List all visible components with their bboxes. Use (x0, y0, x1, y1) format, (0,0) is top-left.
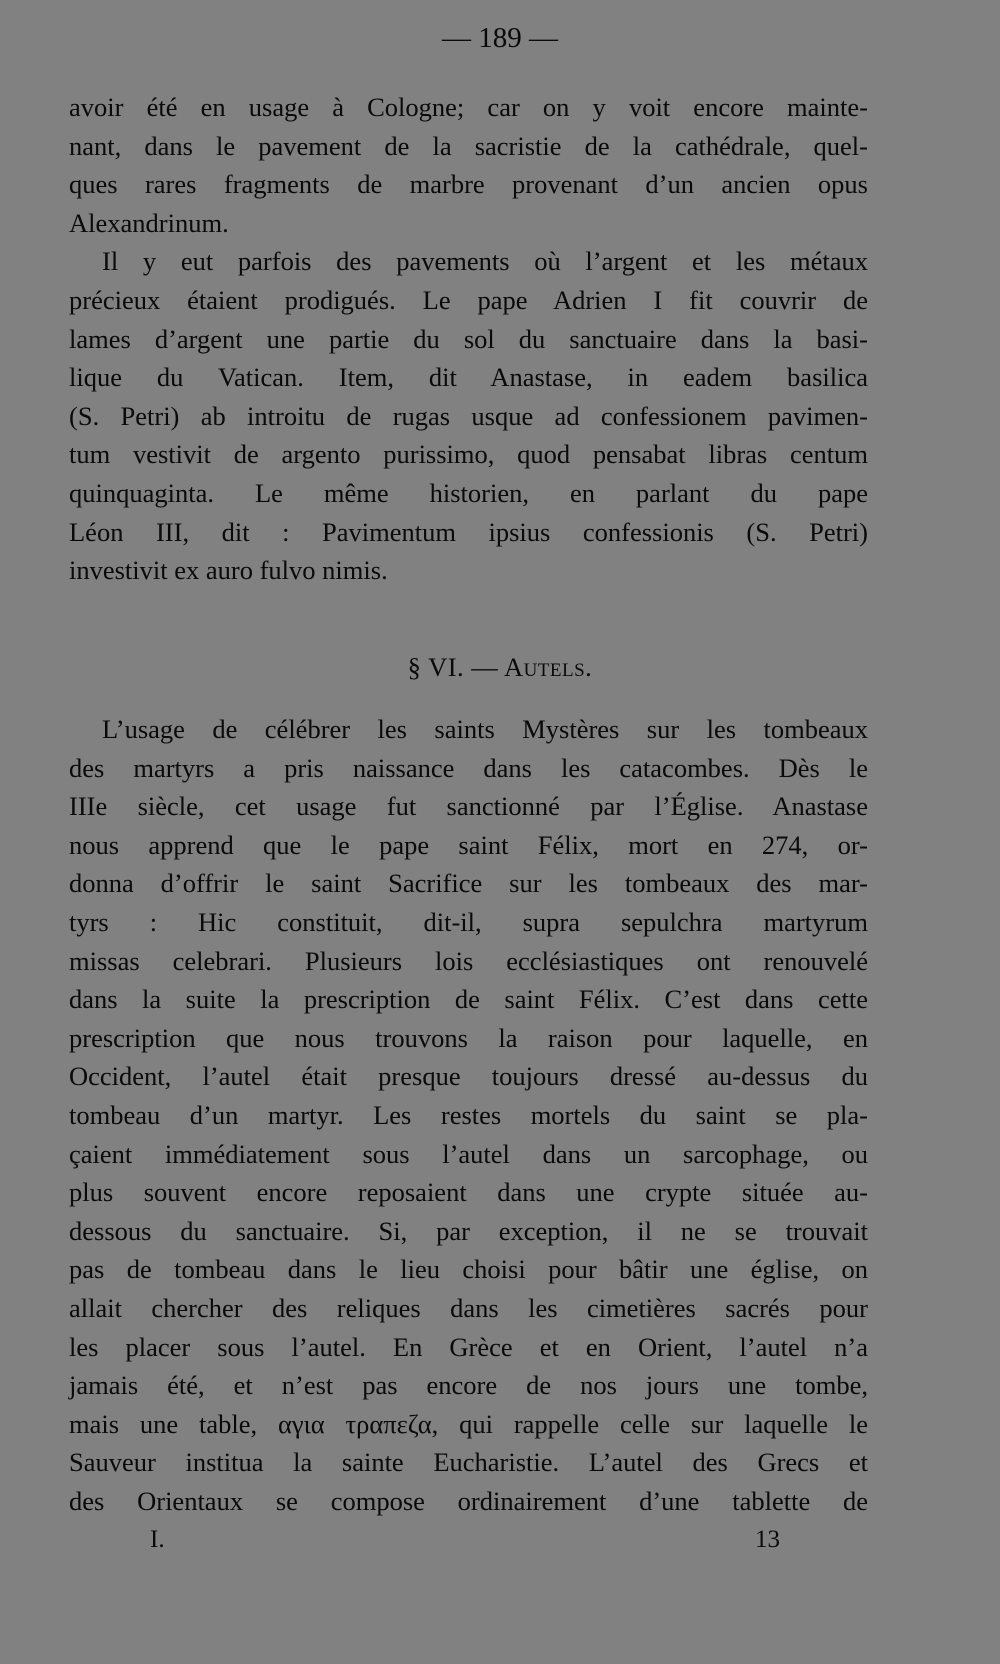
text-line: Alexandrinum. (69, 207, 229, 238)
sheet-number: 13 (755, 1526, 780, 1553)
text-line: quinquaginta. Le même historien, en parlant du pape (69, 477, 868, 508)
text-line: nous apprend que le pape saint Félix, mort en 274, or- (69, 829, 868, 860)
signature-mark: I. (150, 1526, 165, 1553)
text-line: jamais été, et n’est pas encore de nos jours une tombe, (69, 1370, 868, 1401)
text-line: Sauveur institua la sainte Eucharistie. L’autel des Grecs et (69, 1447, 868, 1478)
text-line: Il y eut parfois des pavements où l’argent et les métaux (102, 246, 868, 277)
text-line: des Orientaux se compose ordinairement d’une tablette de (69, 1485, 868, 1516)
text-block-top (69, 88, 868, 590)
text-line: L’usage de célébrer les saints Mystères sur les tombeaux (102, 714, 868, 744)
text-line: nant, dans le pavement de la sacristie de la cathédrale, quel- (69, 130, 868, 161)
text-line: dessous du sanctuaire. Si, par exception, il ne se trouvait (69, 1215, 868, 1246)
text-line: mais une table, αγια τραπεζα, qui rappelle celle sur laquelle le (69, 1408, 868, 1439)
text-line: tombeau d’un martyr. Les restes mortels du saint se pla- (69, 1099, 868, 1130)
text-line: dans la suite la prescription de saint Félix. C’est dans cette (69, 984, 868, 1015)
text-line: IIIe siècle, cet usage fut sanctionné par l’Église. Anastase (69, 791, 868, 822)
text-line: missas celebrari. Plusieurs lois ecclésiastiques ont renouvelé (69, 945, 868, 976)
text-line: Occident, l’autel était presque toujours dressé au-dessus du (69, 1061, 868, 1092)
text-line: plus souvent encore reposaient dans une crypte située au- (69, 1177, 868, 1208)
text-line: lique du Vatican. Item, dit Anastase, in eadem basilica (69, 362, 868, 393)
text-line: allait chercher des reliques dans les cimetières sacrés pour (69, 1292, 868, 1323)
text-line: Léon III, dit : Pavimentum ipsius confessionis (S. Petri) (69, 516, 868, 547)
section-heading: § VI. — Autels. (407, 652, 593, 682)
text-line: pas de tombeau dans le lieu choisi pour bâtir une église, on (69, 1254, 868, 1285)
text-line: tum vestivit de argento purissimo, quod pensabat libras centum (69, 439, 868, 470)
text-line: lames d’argent une partie du sol du sanctuaire dans la basi- (69, 323, 868, 354)
text-line: (S. Petri) ab introitu de rugas usque ad confessionem pavimen- (69, 400, 868, 431)
text-line: prescription que nous trouvons la raison pour laquelle, en (69, 1022, 868, 1053)
page-number: — 189 — (442, 22, 558, 54)
text-line: avoir été en usage à Cologne; car on y voit encore mainte- (69, 92, 868, 122)
text-line: ques rares fragments de marbre provenant d’un ancien opus (69, 169, 868, 200)
text-line: les placer sous l’autel. En Grèce et en Orient, l’autel n’a (69, 1331, 868, 1362)
text-line: précieux étaient prodigués. Le pape Adrien I fit couvrir de (69, 284, 868, 315)
text-block-bottom (69, 710, 868, 1520)
text-line: des martyrs a pris naissance dans les catacombes. Dès le (69, 752, 868, 783)
text-line: tyrs : Hic constituit, dit-il, supra sepulchra martyrum (69, 906, 868, 937)
text-line: investivit ex auro fulvo nimis. (69, 555, 388, 586)
text-line: donna d’offrir le saint Sacrifice sur les tombeaux des mar- (69, 868, 868, 899)
text-line: çaient immédiatement sous l’autel dans un sarcophage, ou (69, 1138, 868, 1169)
